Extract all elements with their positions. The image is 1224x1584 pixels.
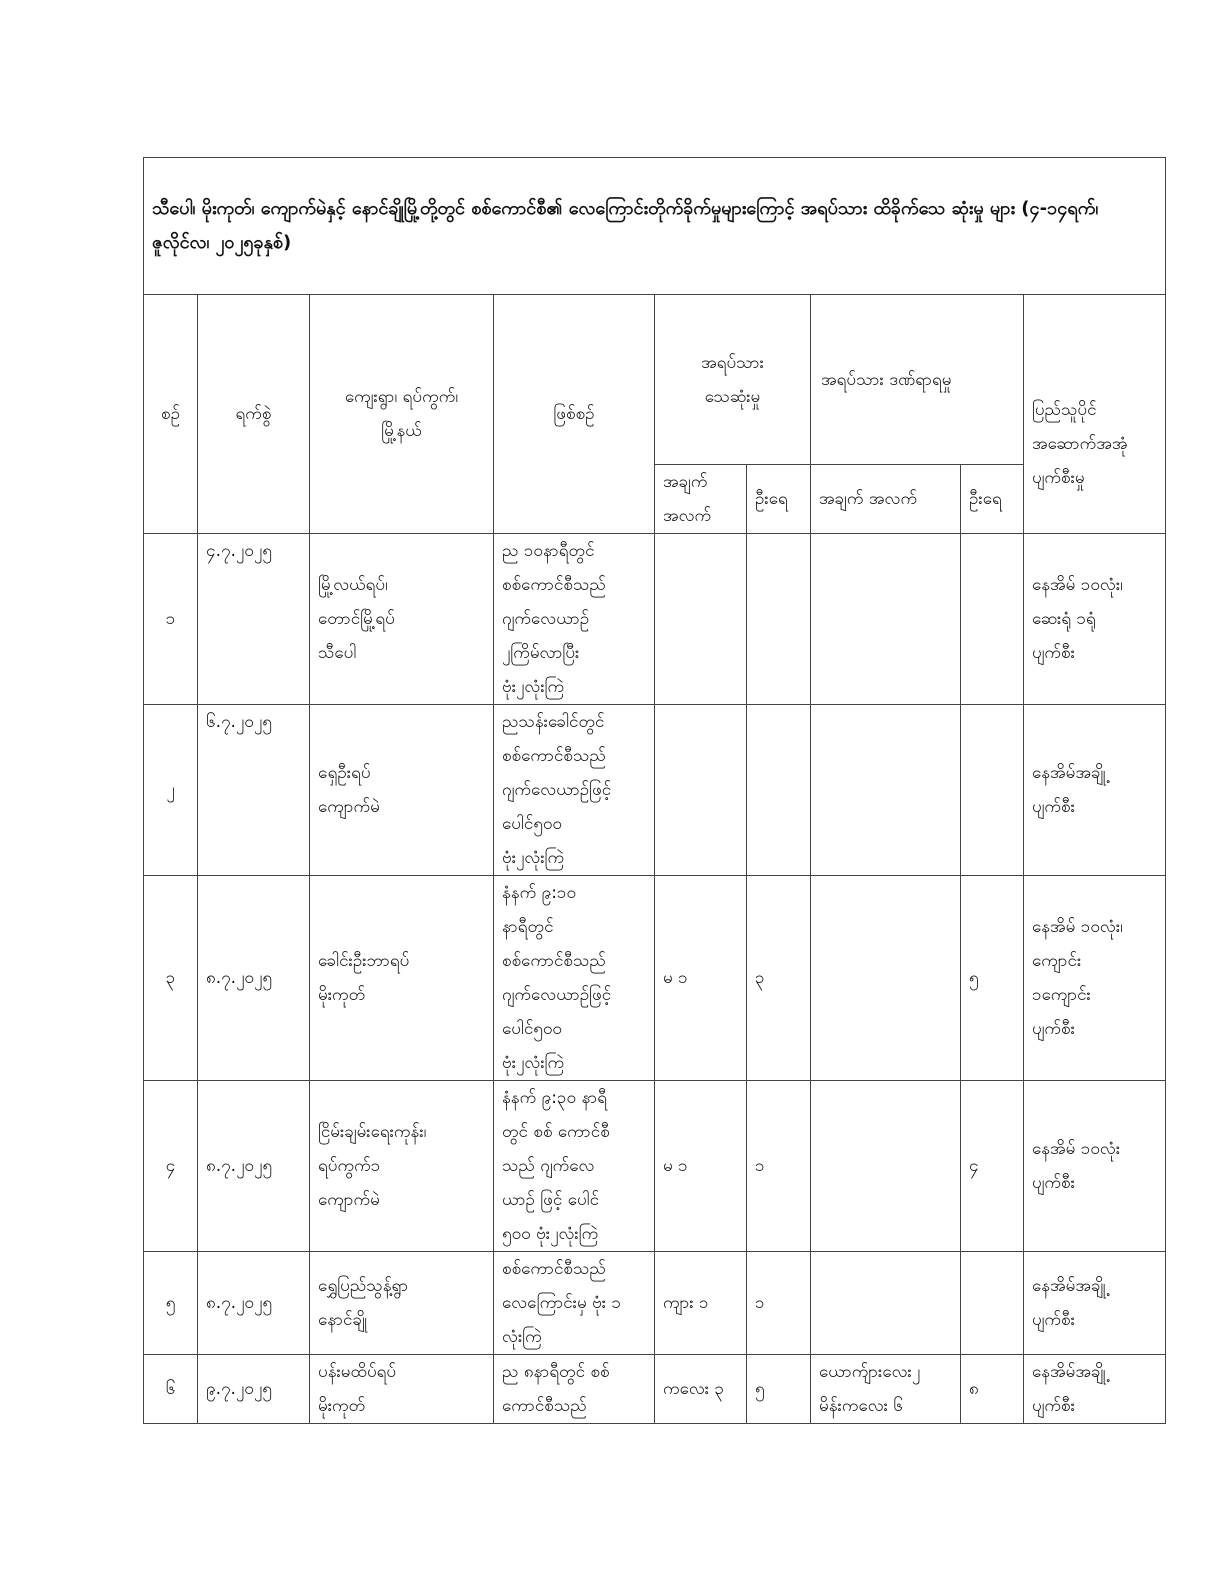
row-property: နေအိမ် ၁၀လုံး ပျက်စီး <box>1024 1081 1166 1252</box>
header-deaths-gender: အချက် အလက် <box>655 465 747 534</box>
row-death-count: ၁ <box>747 1252 811 1355</box>
row-no: ၄ <box>144 1081 198 1252</box>
row-incident: နံနက် ၉:၁၀ နာရီတွင် စစ်ကောင်စီသည် ဂျက်လေယာဉ်ဖြင့် ပေါင်၅၀၀ ဗုံး၂လုံးကြဲ <box>494 876 655 1081</box>
table-row <box>144 1355 1166 1424</box>
row-injury-count <box>961 705 1024 876</box>
row-death-count <box>747 534 811 705</box>
row-village: မြို့လယ်ရပ်၊ တောင်မြို့ရပ် သီပေါ <box>310 534 494 705</box>
row-property: နေအိမ်အချို့ ပျက်စီး <box>1024 705 1166 876</box>
header-village: ကျေးရွာ၊ ရပ်ကွက်၊ မြို့နယ် <box>310 295 494 534</box>
row-death-info: ကျား ၁ <box>655 1252 747 1355</box>
row-death-count: ၃ <box>747 876 811 1081</box>
row-injury-count: ၅ <box>961 876 1024 1081</box>
table-row <box>144 705 1166 876</box>
row-injury-info <box>811 876 961 1081</box>
row-no: ၂ <box>144 705 198 876</box>
row-injury-count <box>961 1252 1024 1355</box>
row-incident: စစ်ကောင်စီသည် လေကြောင်းမှ ဗုံး ၁ လုံးကြဲ <box>494 1252 655 1355</box>
row-date: ၉.၇.၂၀၂၅ <box>198 1355 310 1424</box>
row-death-info: မ ၁ <box>655 876 747 1081</box>
report-sheet <box>143 157 1165 1424</box>
row-injury-info <box>811 705 961 876</box>
row-property: နေအိမ် ၁၀လုံး၊ ကျောင်း ၁ကျောင်း ပျက်စီး <box>1024 876 1166 1081</box>
row-no: ၁ <box>144 534 198 705</box>
table-row <box>144 1081 1166 1252</box>
header-date: ရက်စွဲ <box>198 295 310 534</box>
row-injury-count: ၄ <box>961 1081 1024 1252</box>
row-village: ပန်းမထိပ်ရပ် မိုးကုတ် <box>310 1355 494 1424</box>
row-date: ၄.၇.၂၀၂၅ <box>198 534 310 705</box>
row-injury-count: ၈ <box>961 1355 1024 1424</box>
row-injury-info: ယောက်ျားလေး၂ မိန်းကလေး ၆ <box>811 1355 961 1424</box>
row-incident: နံနက် ၉:၃၀ နာရီ တွင် စစ် ကောင်စီ သည် ဂျက်လေ ယာဉ် ဖြင့် ပေါင် ၅၀၀ ဗုံး၂လုံးကြဲ <box>494 1081 655 1252</box>
row-incident: ည ၈နာရီတွင် စစ် ကောင်စီသည် <box>494 1355 655 1424</box>
row-death-info: မ ၁ <box>655 1081 747 1252</box>
header-injured-gender: အချက် အလက် <box>811 465 961 534</box>
row-village: ငြိမ်းချမ်းရေးကုန်း၊ ရပ်ကွက်၁ ကျောက်မဲ <box>310 1081 494 1252</box>
row-death-info <box>655 705 747 876</box>
row-no: ၆ <box>144 1355 198 1424</box>
header-injured-group: အရပ်သား ဒဏ်ရာရမှု <box>811 295 1024 465</box>
header-incident: ဖြစ်စဉ် <box>494 295 655 534</box>
row-village: ခေါင်းဦးဘာရပ် မိုးကုတ် <box>310 876 494 1081</box>
row-death-info <box>655 534 747 705</box>
row-injury-count <box>961 534 1024 705</box>
row-village: ရှေဦးရပ် ကျောက်မဲ <box>310 705 494 876</box>
row-property: နေအိမ်အချို့ ပျက်စီး <box>1024 1355 1166 1424</box>
table-row <box>144 1252 1166 1355</box>
row-village: ရွှေပြည်သွန့်ရွာ နောင်ချို <box>310 1252 494 1355</box>
row-date: ၆.၇.၂၀၂၅ <box>198 705 310 876</box>
table-row <box>144 534 1166 705</box>
row-injury-info <box>811 1252 961 1355</box>
row-date: ၈.၇.၂၀၂၅ <box>198 876 310 1081</box>
row-death-info: ကလေး ၃ <box>655 1355 747 1424</box>
casualty-table <box>143 157 1166 1424</box>
table-row <box>144 876 1166 1081</box>
row-death-count <box>747 705 811 876</box>
header-injured-count: ဦးရေ <box>961 465 1024 534</box>
row-injury-info <box>811 534 961 705</box>
row-date: ၈.၇.၂၀၂၅ <box>198 1081 310 1252</box>
header-deaths-count: ဦးရေ <box>747 465 811 534</box>
header-deaths-group: အရပ်သား သေဆုံးမှု <box>655 295 811 465</box>
row-no: ၃ <box>144 876 198 1081</box>
row-incident: ည ၁၀နာရီတွင် စစ်ကောင်စီသည် ဂျက်လေယာဉ် ၂ကြိမ်လာပြီး ဗုံး၂လုံးကြဲ <box>494 534 655 705</box>
row-incident: ညသန်းခေါင်တွင် စစ်ကောင်စီသည် ဂျက်လေယာဉ်ဖြင့် ပေါင်၅၀၀ ဗုံး၂လုံးကြဲ <box>494 705 655 876</box>
header-no: စဉ် <box>144 295 198 534</box>
row-date: ၈.၇.၂၀၂၅ <box>198 1252 310 1355</box>
row-injury-info <box>811 1081 961 1252</box>
row-death-count: ၅ <box>747 1355 811 1424</box>
row-no: ၅ <box>144 1252 198 1355</box>
header-property: ပြည်သူပိုင် အဆောက်အအုံ ပျက်စီးမှု <box>1024 295 1166 534</box>
row-property: နေအိမ် ၁၀လုံး၊ ဆေးရုံ ၁ရုံ ပျက်စီး <box>1024 534 1166 705</box>
table-title: သီပေါ၊ မိုးကုတ်၊ ကျောက်မဲနှင့် နောင်ချိုမြို့တို့တွင် စစ်ကောင်စီ၏ လေကြောင်းတိုက်ခိုက်မှုများကြောင့် အရပ်သား ထိခိုက်သေ ဆုံးမှု များ (၄-၁၄ရက်၊ ဇူလိုင်လ၊ ၂၀၂၅ခုနှစ်) <box>144 158 1166 295</box>
row-death-count: ၁ <box>747 1081 811 1252</box>
row-property: နေအိမ်အချို့ ပျက်စီး <box>1024 1252 1166 1355</box>
